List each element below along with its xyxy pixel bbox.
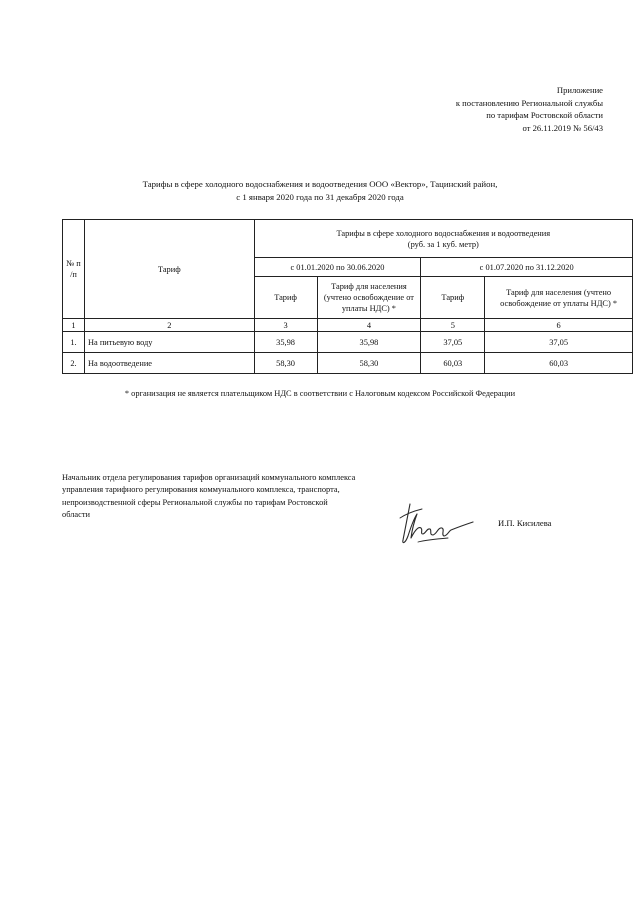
column-number: 3 bbox=[254, 319, 317, 332]
table-row bbox=[63, 353, 633, 374]
row-number: 2. bbox=[63, 353, 85, 374]
appendix-line: Приложение bbox=[556, 85, 603, 95]
title-line-1: Тарифы в сфере холодного водоснабжения и водоотведения ООО «Вектор», Тацинский район, bbox=[142, 179, 498, 189]
row-p2-tariff: 60,03 bbox=[421, 353, 485, 374]
signer-position-line: непроизводственной сферы Региональной службы по тарифам Ростовской bbox=[62, 497, 328, 507]
handwritten-signature bbox=[396, 500, 476, 548]
header-tariff: Тариф bbox=[84, 220, 254, 319]
header-number: № п /п bbox=[63, 220, 85, 319]
signer-position-line: управления тарифного регулирования коммунального комплекса, транспорта, bbox=[62, 485, 340, 495]
footnote: * организация не является плательщиком НДС в соответствии с Налоговым кодексом Российской Федерации bbox=[124, 389, 516, 398]
column-number: 1 bbox=[63, 319, 85, 332]
appendix-line: по тарифам Ростовской области bbox=[486, 110, 603, 121]
column-numbers-row bbox=[63, 319, 633, 332]
header-group bbox=[254, 220, 632, 258]
header-period-2: с 01.07.2020 по 31.12.2020 bbox=[421, 258, 633, 277]
row-p2-population: 60,03 bbox=[485, 353, 633, 374]
header-p1-tariff: Тариф bbox=[254, 277, 317, 319]
row-p2-population: 37,05 bbox=[485, 332, 633, 353]
signer-position bbox=[62, 472, 442, 521]
row-number: 1. bbox=[63, 332, 85, 353]
column-number: 2 bbox=[84, 319, 254, 332]
row-name: На питьевую воду bbox=[84, 332, 254, 353]
table-row bbox=[63, 332, 633, 353]
title-line-2: с 1 января 2020 года по 31 декабря 2020 года bbox=[236, 191, 404, 202]
tariffs-table bbox=[62, 219, 633, 374]
row-p1-population: 58,30 bbox=[317, 353, 421, 374]
row-p1-tariff: 35,98 bbox=[254, 332, 317, 353]
row-p1-population: 35,98 bbox=[317, 332, 421, 353]
row-p2-tariff: 37,05 bbox=[421, 332, 485, 353]
column-number: 5 bbox=[421, 319, 485, 332]
header-group-unit: (руб. за 1 куб. метр) bbox=[407, 239, 479, 249]
signer-position-line: Начальник отдела регулирования тарифов организаций коммунального комплекса bbox=[62, 473, 356, 482]
column-number: 4 bbox=[317, 319, 421, 332]
row-p1-tariff: 58,30 bbox=[254, 353, 317, 374]
document-title bbox=[0, 178, 640, 203]
column-number: 6 bbox=[485, 319, 633, 332]
appendix-header bbox=[456, 84, 603, 134]
header-p2-population: Тариф для населения (учтено освобождение от уплаты НДС) * bbox=[485, 277, 633, 319]
header-group-title: Тарифы в сфере холодного водоснабжения и водоотведения bbox=[336, 228, 551, 238]
header-p1-population: Тариф для населения (учтено освобождение от уплаты НДС) * bbox=[317, 277, 421, 319]
header-p2-tariff: Тариф bbox=[421, 277, 485, 319]
appendix-line: от 26.11.2019 № 56/43 bbox=[522, 122, 603, 133]
signer-name: И.П. Кисилева bbox=[498, 518, 552, 528]
header-period-1: с 01.01.2020 по 30.06.2020 bbox=[254, 258, 421, 277]
signer-position-line: области bbox=[62, 509, 90, 519]
appendix-line: к постановлению Региональной службы bbox=[455, 97, 603, 108]
row-name: На водоотведение bbox=[84, 353, 254, 374]
